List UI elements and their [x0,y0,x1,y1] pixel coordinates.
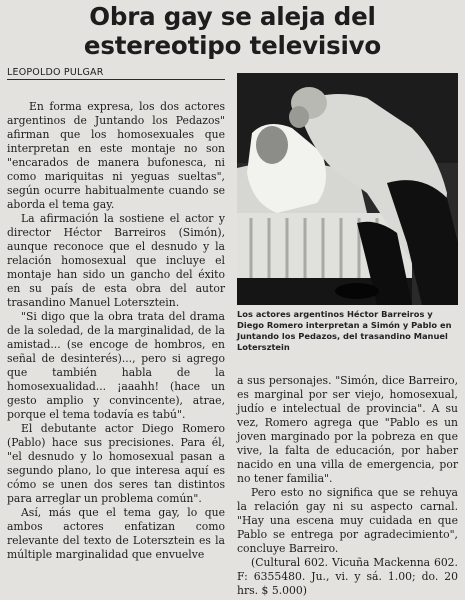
paragraph-6: a sus personajes. "Simón, dice Barreiro, es marginal por ser viejo, homosexual, judío e intelectual de provincia". A su vez, Romero agrega que "Pablo es un joven marginado por la pobreza en que vive, la falta de educación, por haber nacido en una villa de emergencia, por no tener familia". [237,374,458,485]
photo-caption: Los actores argentinos Héctor Barreiros y Diego Romero interpretan a Simón y Pablo en Juntando los Pedazos, del trasandino Manuel Lotersztein [237,309,452,352]
article-photo [237,73,458,305]
paragraph-5: Así, más que el tema gay, lo que ambos actores enfatizan como relevante del texto de Lotersztein es la múltiple marginalidad que envuelve [7,506,225,561]
paragraph-7: Pero esto no significa que se rehuya la relación gay ni su aspecto carnal. "Hay una escena muy cuidada en que Pablo se entrega por agradecimiento", concluye Barreiro. [237,486,458,555]
headline [6,2,459,60]
article-column-right [237,374,458,598]
article-column-left [7,100,225,562]
paragraph-1: En forma expresa, los dos actores argentinos de Juntando los Pedazos" afirman que los homosexuales que interpretan en este montaje no son "encarados de manera bufonesca, ni como mariquitas ni yeguas sueltas", según ocurre habitualmente cuando se aborda el tema gay. [7,100,225,211]
paragraph-3: "Si digo que la obra trata del drama de la soledad, de la marginalidad, de la amistad... (se encoge de hombros, en señal de desinterés)..., pero si agrego que también habla de la homosexualidad... ¡aaahh! (hace un gesto amplio y convincente), atrae, porque el tema todavía es tabú". [7,310,225,421]
byline-rule [7,79,225,80]
paragraph-8: (Cultural 602. Vicuña Mackenna 602. F: 6355480. Ju., vi. y sá. 1.00; do. 20 hrs. $ 5.000) [237,556,458,597]
paragraph-4: El debutante actor Diego Romero (Pablo) hace sus precisiones. Para él, "el desnudo y lo homosexual pasan a segundo plano, lo que interesa aquí es cómo se unen dos seres tan distintos para arreglar un problema común". [7,422,225,505]
paragraph-2: La afirmación la sostiene el actor y director Héctor Barreiros (Simón), aunque reconoce que el desnudo y la relación homosexual que incluye el montaje han sido un gancho del éxito en su país de esta obra del autor trasandino Manuel Lotersztein. [7,212,225,309]
photo-illustration [237,73,458,305]
headline-line-2: estereotipo televisivo [83,31,382,60]
headline-line-1: Obra gay se aleja del [89,2,376,31]
byline: LEOPOLDO PULGAR [7,67,104,78]
